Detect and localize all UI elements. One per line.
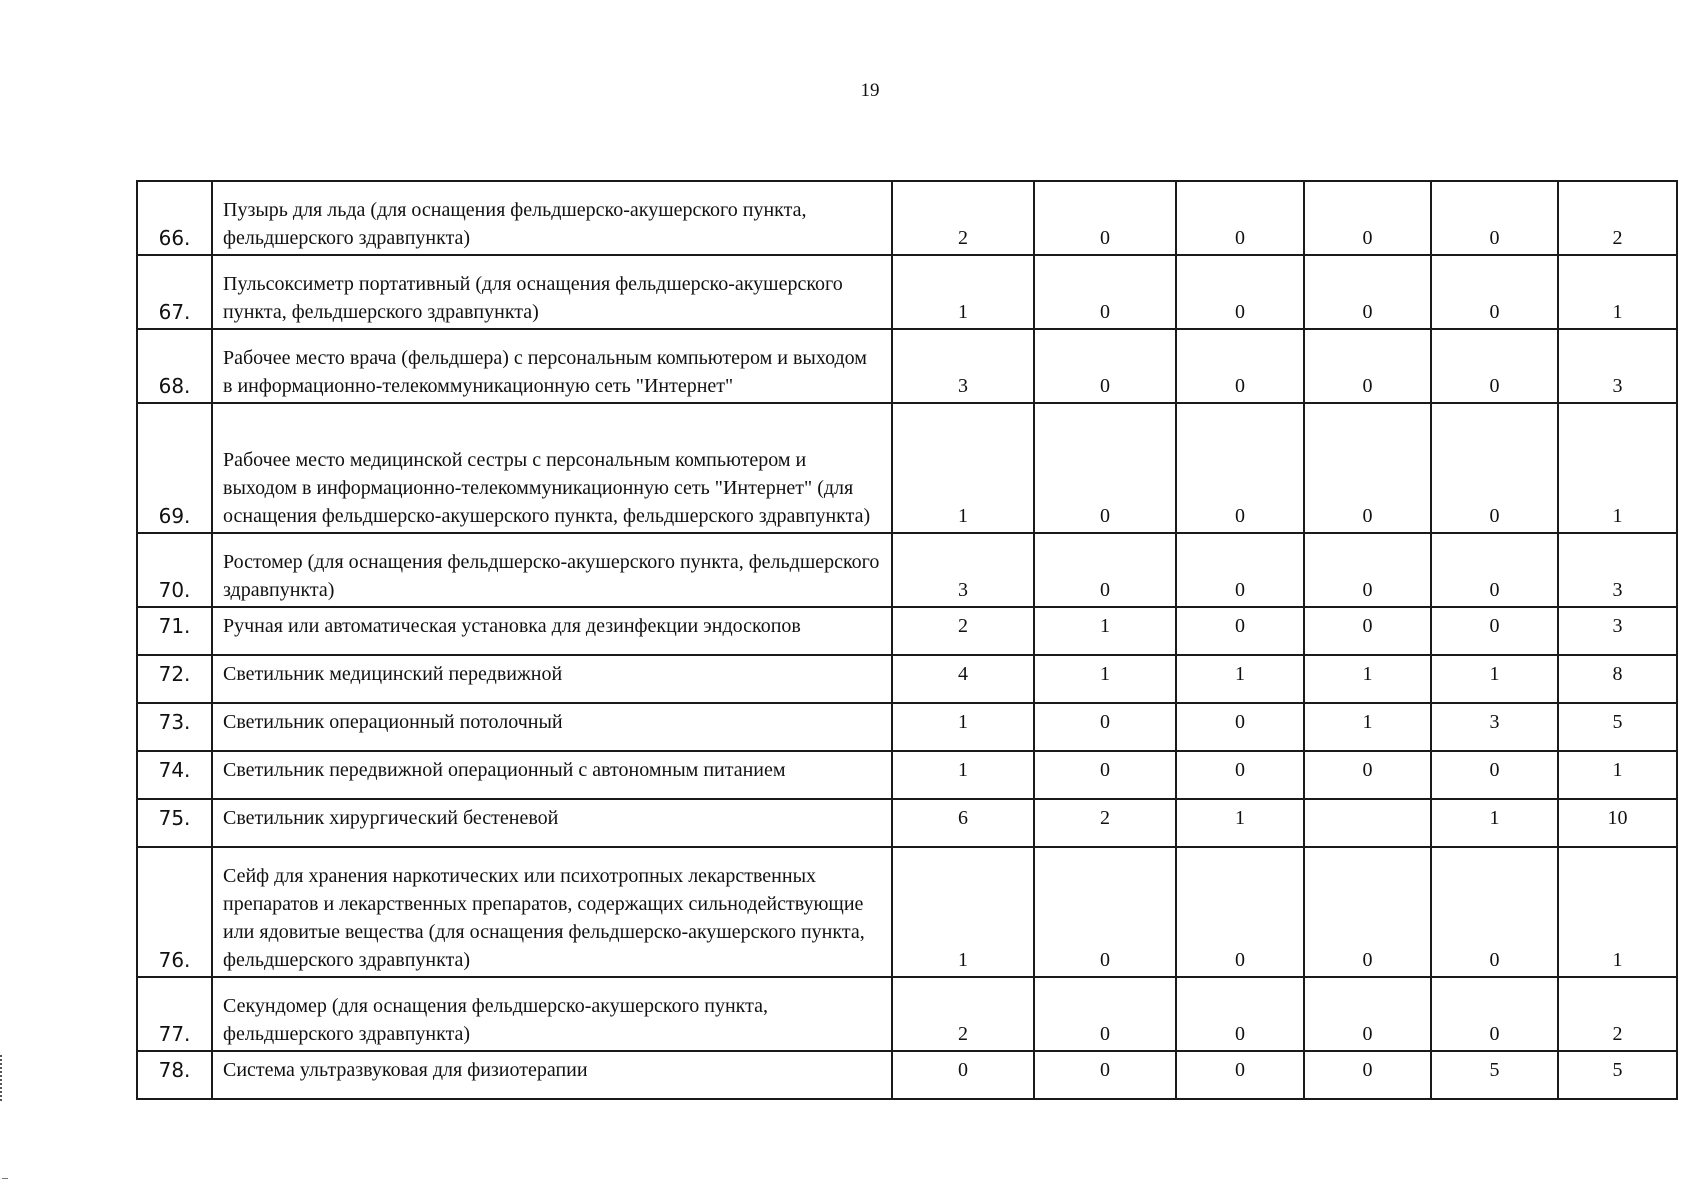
quantity-cell: 0 [1034,847,1176,977]
quantity-cell: 1 [1558,255,1677,329]
quantity-cell: 0 [1304,403,1431,533]
quantity-cell: 10 [1558,799,1677,847]
quantity-cell: 0 [1304,847,1431,977]
quantity-cell: 0 [1176,255,1304,329]
row-number: 72. [137,655,212,703]
quantity-cell: 1 [1431,655,1558,703]
table-row [137,703,1677,751]
quantity-cell: 0 [1431,607,1558,655]
quantity-cell: 1 [892,847,1034,977]
quantity-cell: 0 [1304,329,1431,403]
row-number: 74. [137,751,212,799]
quantity-cell: 1 [1431,799,1558,847]
quantity-cell: 0 [1431,977,1558,1051]
table-row [137,977,1677,1051]
quantity-cell: 1 [1558,751,1677,799]
quantity-cell: 1 [1558,403,1677,533]
quantity-cell: 0 [1431,533,1558,607]
row-number: 69. [137,403,212,533]
quantity-cell: 5 [1558,1051,1677,1099]
row-number: 75. [137,799,212,847]
quantity-cell [1304,799,1431,847]
quantity-cell: 0 [1176,329,1304,403]
quantity-cell: 0 [1176,703,1304,751]
quantity-cell: 0 [1304,181,1431,255]
row-number: 66. [137,181,212,255]
quantity-cell: 0 [1034,751,1176,799]
table-row [137,329,1677,403]
table-row [137,607,1677,655]
quantity-cell: 0 [1304,607,1431,655]
row-number: 70. [137,533,212,607]
equipment-name: Рабочее место медицинской сестры с персональным компьютером и выходом в информационно-телекоммуникационную сеть "Интернет" (для оснащения фельдшерско-акушерского пункта, фельдшерского здравпункта) [212,403,892,533]
table-row [137,403,1677,533]
table-row [137,255,1677,329]
quantity-cell: 6 [892,799,1034,847]
quantity-cell: 1 [892,751,1034,799]
quantity-cell: 8 [1558,655,1677,703]
quantity-cell: 5 [1558,703,1677,751]
quantity-cell: 3 [892,329,1034,403]
quantity-cell: 1 [892,403,1034,533]
quantity-cell: 3 [1558,533,1677,607]
row-number: 77. [137,977,212,1051]
quantity-cell: 3 [892,533,1034,607]
quantity-cell: 0 [1034,1051,1176,1099]
quantity-cell: 0 [1034,255,1176,329]
row-number: 68. [137,329,212,403]
quantity-cell: 2 [1034,799,1176,847]
equipment-name: Ростомер (для оснащения фельдшерско-акушерского пункта, фельдшерского здравпункта) [212,533,892,607]
quantity-cell: 0 [1034,181,1176,255]
row-number: 67. [137,255,212,329]
quantity-cell: 3 [1558,607,1677,655]
equipment-name: Ручная или автоматическая установка для дезинфекции эндоскопов [212,607,892,655]
table-row [137,533,1677,607]
quantity-cell: 1 [1304,655,1431,703]
quantity-cell: 1 [1176,799,1304,847]
table-row [137,799,1677,847]
quantity-cell: 0 [1034,329,1176,403]
quantity-cell: 0 [1176,751,1304,799]
quantity-cell: 0 [1431,329,1558,403]
quantity-cell: 1 [1176,655,1304,703]
equipment-name: Светильник хирургический бестеневой [212,799,892,847]
quantity-cell: 0 [1431,255,1558,329]
quantity-cell: 2 [892,607,1034,655]
equipment-name: Секундомер (для оснащения фельдшерско-акушерского пункта, фельдшерского здравпункта) [212,977,892,1051]
quantity-cell: 3 [1558,329,1677,403]
quantity-cell: 0 [1034,533,1176,607]
quantity-cell: 1 [892,703,1034,751]
quantity-cell: 1 [1034,607,1176,655]
quantity-cell: 0 [1304,255,1431,329]
quantity-cell: 1 [1558,847,1677,977]
equipment-name: Пульсоксиметр портативный (для оснащения фельдшерско-акушерского пункта, фельдшерского здравпункта) [212,255,892,329]
equipment-name: Система ультразвуковая для физиотерапии [212,1051,892,1099]
quantity-cell: 2 [1558,977,1677,1051]
quantity-cell: 0 [1431,751,1558,799]
quantity-cell: 3 [1431,703,1558,751]
table-row [137,655,1677,703]
table-row [137,1051,1677,1099]
quantity-cell: 0 [1431,181,1558,255]
quantity-cell: 1 [892,255,1034,329]
quantity-cell: 0 [892,1051,1034,1099]
quantity-cell: 5 [1431,1051,1558,1099]
quantity-cell: 0 [1176,403,1304,533]
row-number: 78. [137,1051,212,1099]
quantity-cell: 0 [1304,533,1431,607]
equipment-name: Пузырь для льда (для оснащения фельдшерско-акушерского пункта, фельдшерского здравпункта) [212,181,892,255]
quantity-cell: 0 [1034,703,1176,751]
quantity-cell: 0 [1034,977,1176,1051]
table-body [137,181,1677,1099]
quantity-cell: 0 [1176,847,1304,977]
quantity-cell: 2 [892,977,1034,1051]
quantity-cell: 0 [1176,977,1304,1051]
scan-margin-dash [2,1178,8,1179]
row-number: 76. [137,847,212,977]
quantity-cell: 0 [1176,181,1304,255]
quantity-cell: 0 [1176,1051,1304,1099]
quantity-cell: 0 [1304,1051,1431,1099]
page-number: 19 [860,80,880,101]
quantity-cell: 0 [1034,403,1176,533]
quantity-cell: 0 [1176,607,1304,655]
equipment-name: Светильник операционный потолочный [212,703,892,751]
quantity-cell: 1 [1034,655,1176,703]
row-number: 71. [137,607,212,655]
equipment-name: Светильник передвижной операционный с автономным питанием [212,751,892,799]
quantity-cell: 2 [1558,181,1677,255]
quantity-cell: 0 [1176,533,1304,607]
equipment-name: Сейф для хранения наркотических или психотропных лекарственных препаратов и лекарственных препаратов, содержащих сильнодействующие или ядовитые вещества (для оснащения фельдшерско-акушерского пункта, фельдшерского здравпункта) [212,847,892,977]
quantity-cell: 2 [892,181,1034,255]
table-row [137,847,1677,977]
equipment-name: Рабочее место врача (фельдшера) с персональным компьютером и выходом в информационно-телекоммуникационную сеть "Интернет" [212,329,892,403]
equipment-table [136,180,1678,1100]
quantity-cell: 4 [892,655,1034,703]
scan-margin-mark [0,1055,5,1101]
quantity-cell: 1 [1304,703,1431,751]
quantity-cell: 0 [1431,847,1558,977]
quantity-cell: 0 [1304,977,1431,1051]
table-row [137,181,1677,255]
quantity-cell: 0 [1431,403,1558,533]
equipment-name: Светильник медицинский передвижной [212,655,892,703]
row-number: 73. [137,703,212,751]
quantity-cell: 0 [1304,751,1431,799]
table-row [137,751,1677,799]
